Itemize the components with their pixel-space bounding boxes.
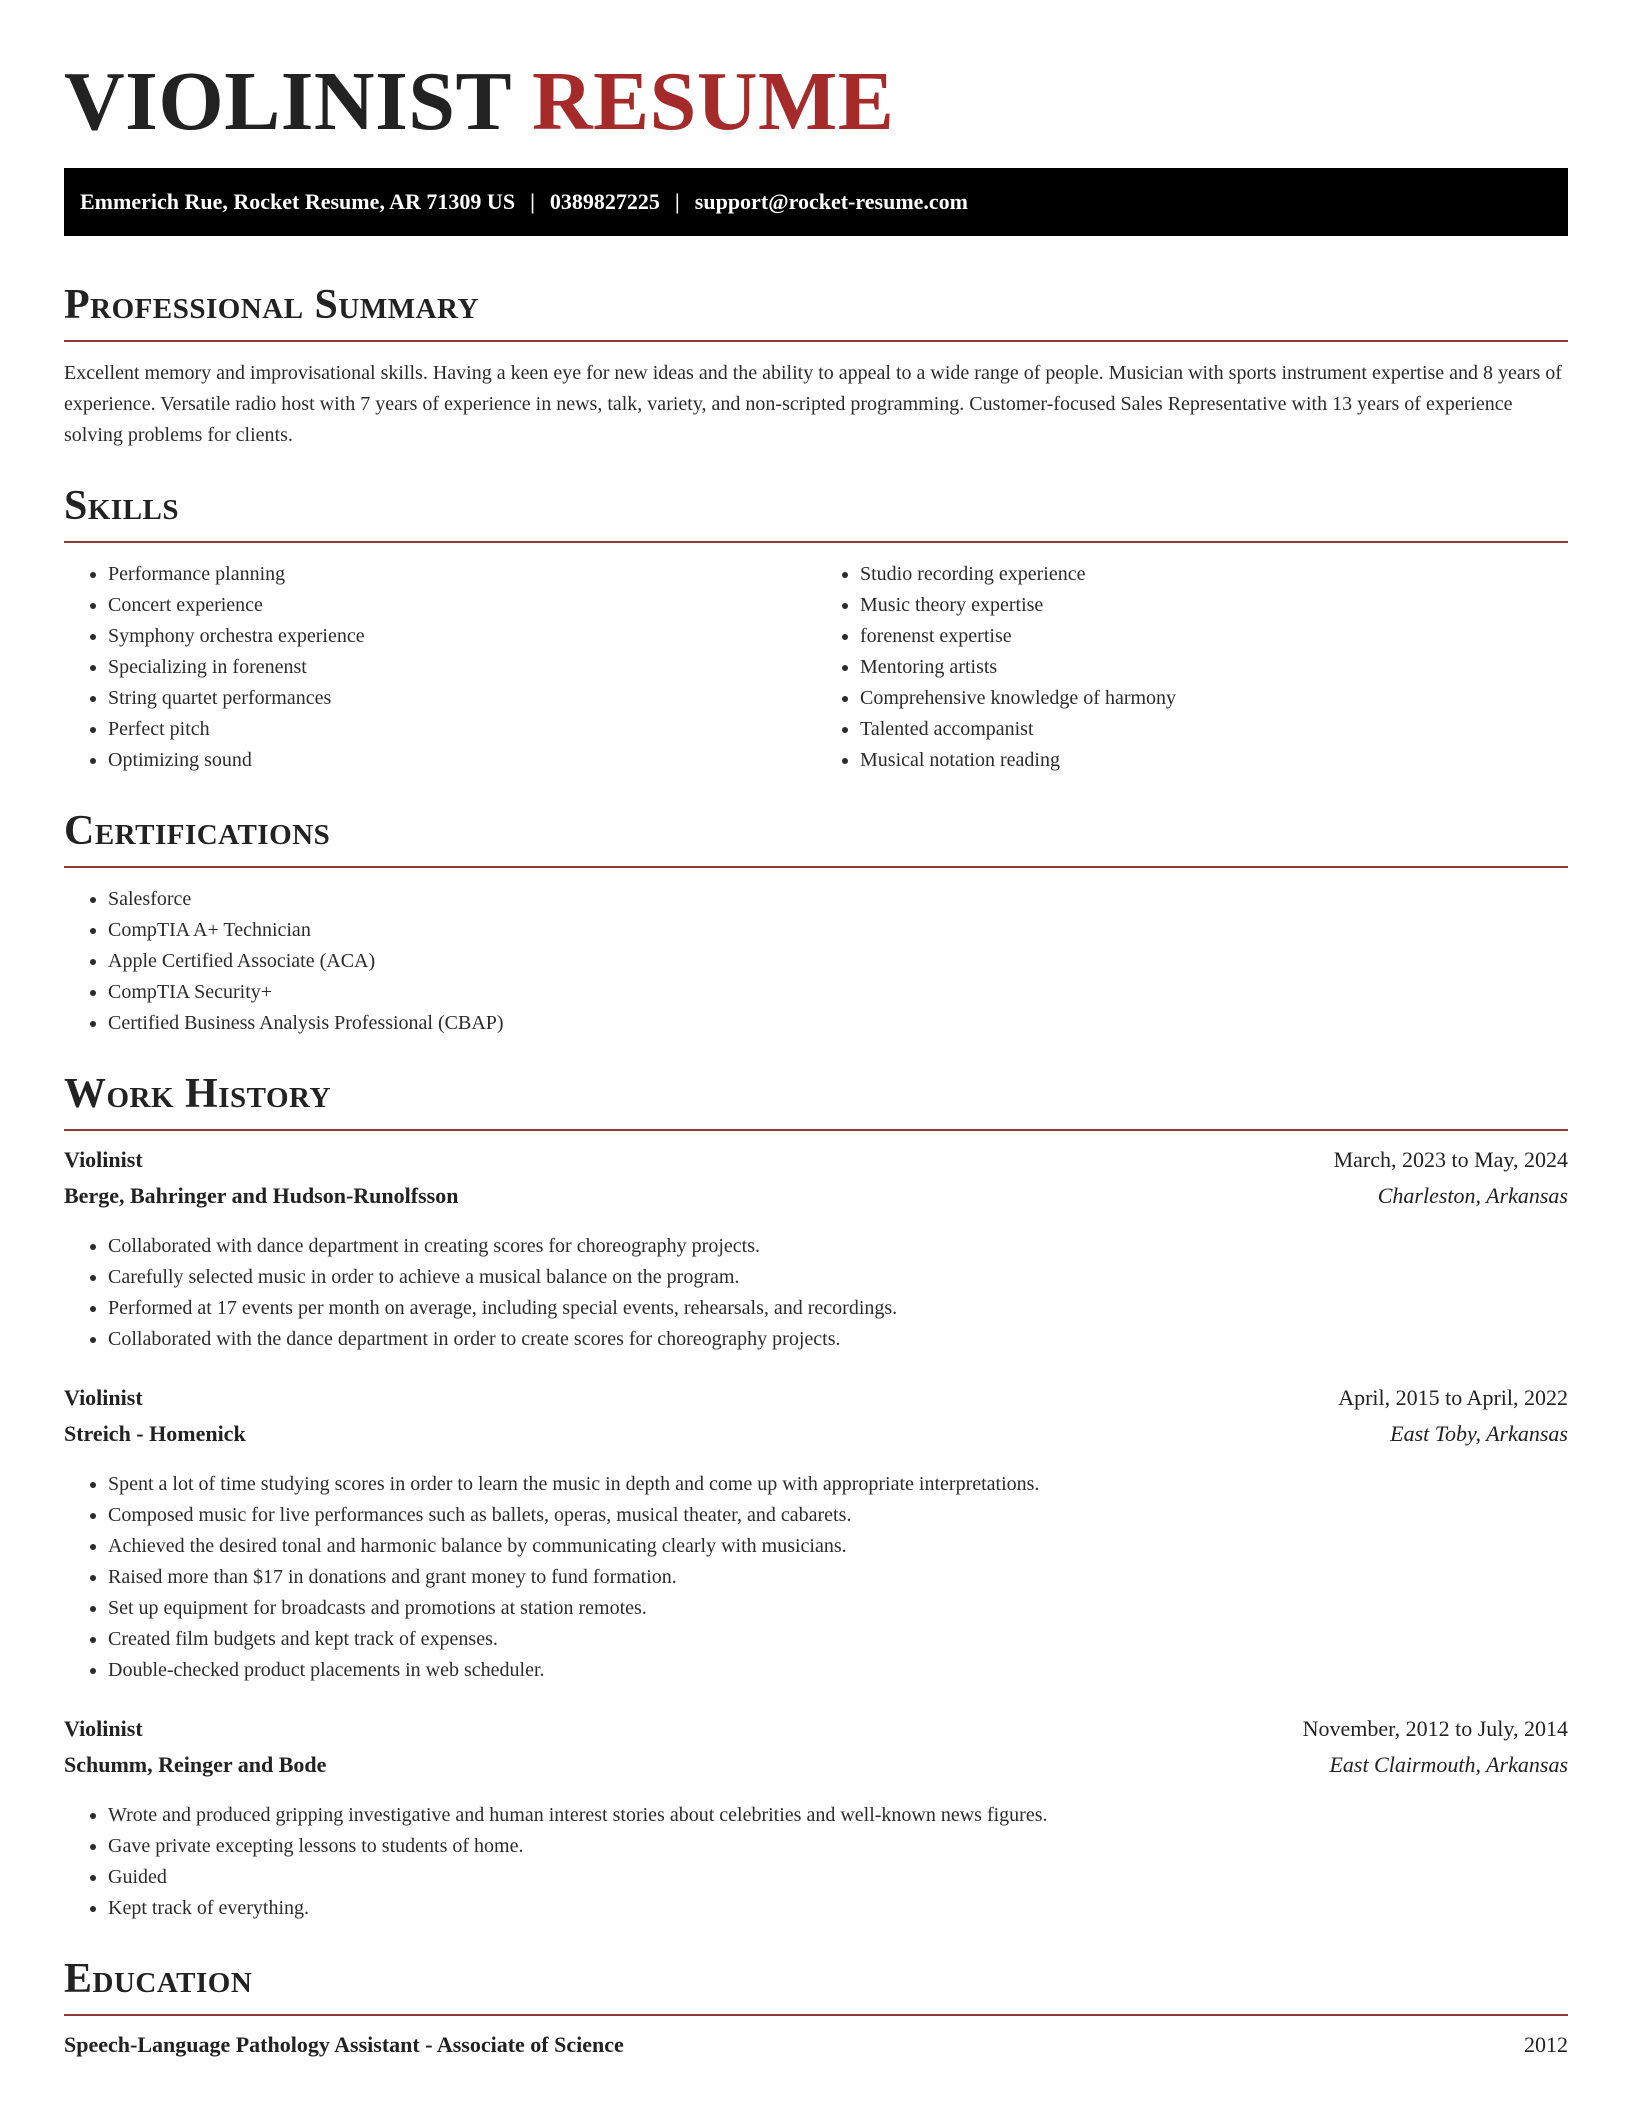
job-bullets [64, 1800, 1568, 1924]
section-heading-certifications: Certifications [64, 808, 331, 854]
list-item: • Apple Certified Associate (ACA) [108, 946, 1568, 977]
list-item: • Collaborated with the dance department in order to create scores for choreography projects. [108, 1324, 1568, 1355]
list-item: • Specializing in forenenst [108, 652, 816, 683]
list-item: • Optimizing sound [108, 745, 816, 776]
job-company: Streich - Homenick [64, 1421, 246, 1446]
certifications-section [64, 806, 1568, 1039]
list-item: • Gave private excepting lessons to students of home. [108, 1831, 1568, 1862]
job-dates: April, 2015 to April, 2022 [1338, 1385, 1568, 1410]
job-bullets [64, 1469, 1568, 1686]
list-item: • Symphony orchestra experience [108, 621, 816, 652]
list-item: • Musical notation reading [860, 745, 1568, 776]
education-degree: Speech-Language Pathology Assistant - Associate of Science [64, 2032, 624, 2057]
list-item: • CompTIA Security+ [108, 977, 1568, 1008]
job-title: Violinist [64, 1147, 143, 1172]
list-item: • Performed at 17 events per month on average, including special events, rehearsals, and recordings. [108, 1293, 1568, 1324]
skills-section [64, 481, 1568, 776]
job-location: East Clairmouth, Arkansas [1329, 1752, 1568, 1777]
list-item: • Kept track of everything. [108, 1893, 1568, 1924]
list-item: • Spent a lot of time studying scores in order to learn the music in depth and come up with appropriate interpretations. [108, 1469, 1568, 1500]
contact-separator: | [530, 189, 535, 214]
list-item: • CompTIA A+ Technician [108, 915, 1568, 946]
contact-address: Emmerich Rue, Rocket Resume, AR 71309 US [80, 189, 516, 214]
job-bullets [64, 1231, 1568, 1355]
list-item: • Wrote and produced gripping investigative and human interest stories about celebrities and well-known news figures. [108, 1800, 1568, 1831]
resume-title [64, 56, 1568, 148]
job-entry [64, 1385, 1568, 1686]
job-subheader-row [64, 1421, 1568, 1457]
list-item: • Certified Business Analysis Professional (CBAP) [108, 1008, 1568, 1039]
list-item: • Set up equipment for broadcasts and promotions at station remotes. [108, 1593, 1568, 1624]
job-dates: November, 2012 to July, 2014 [1302, 1716, 1568, 1741]
list-item: • Studio recording experience [860, 559, 1568, 590]
list-item: • Mentoring artists [860, 652, 1568, 683]
list-item: • Achieved the desired tonal and harmonic balance by communicating clearly with musicians. [108, 1531, 1568, 1562]
job-company: Berge, Bahringer and Hudson-Runolfsson [64, 1183, 459, 1208]
education-year: 2012 [1524, 2032, 1568, 2057]
job-entry [64, 1147, 1568, 1355]
list-item: • Performance planning [108, 559, 816, 590]
list-item: • Raised more than $17 in donations and grant money to fund formation. [108, 1562, 1568, 1593]
work-history-section [64, 1069, 1568, 1924]
section-divider [64, 1129, 1568, 1131]
list-item: • Music theory expertise [860, 590, 1568, 621]
list-item: • Concert experience [108, 590, 816, 621]
section-divider [64, 866, 1568, 868]
skills-column-right [816, 559, 1568, 776]
summary-section [64, 280, 1568, 451]
list-item: • Salesforce [108, 884, 1568, 915]
section-heading-summary: Professional Summary [64, 282, 479, 328]
list-item: • Carefully selected music in order to achieve a musical balance on the program. [108, 1262, 1568, 1293]
contact-email: support@rocket-resume.com [694, 189, 968, 214]
list-item: • Collaborated with dance department in creating scores for choreography projects. [108, 1231, 1568, 1262]
job-location: Charleston, Arkansas [1377, 1183, 1568, 1208]
list-item: • Created film budgets and kept track of expenses. [108, 1624, 1568, 1655]
job-header-row [64, 1147, 1568, 1183]
section-divider [64, 2014, 1568, 2016]
job-entry [64, 1716, 1568, 1924]
job-location: East Toby, Arkansas [1390, 1421, 1568, 1446]
section-divider [64, 541, 1568, 543]
list-item: • Composed music for live performances such as ballets, operas, musical theater, and cabarets. [108, 1500, 1568, 1531]
section-divider [64, 340, 1568, 342]
skills-list-left [64, 559, 816, 776]
summary-text: Excellent memory and improvisational skills. Having a keen eye for new ideas and the ability to appeal to a wide range of people. Musician with sports instrument expertise and 8 years of experience. Versatile radio host with 7 years of experience in news, talk, variety, and non-scripted programming. Customer-focused Sales Representative with 13 years of experience solving problems for clients. [64, 362, 1562, 446]
job-title: Violinist [64, 1716, 143, 1741]
skills-list-right [816, 559, 1568, 776]
list-item: • forenenst expertise [860, 621, 1568, 652]
skills-column-left [64, 559, 816, 776]
list-item: • Double-checked product placements in web scheduler. [108, 1655, 1568, 1686]
job-subheader-row [64, 1183, 1568, 1219]
job-company: Schumm, Reinger and Bode [64, 1752, 327, 1777]
list-item: • Guided [108, 1862, 1568, 1893]
contact-separator: | [674, 189, 680, 214]
title-part1: VIOLINIST [64, 55, 511, 148]
list-item: • String quartet performances [108, 683, 816, 714]
job-dates: March, 2023 to May, 2024 [1333, 1147, 1568, 1172]
job-title: Violinist [64, 1385, 143, 1410]
job-header-row [64, 1385, 1568, 1421]
education-header-row [64, 2032, 1568, 2068]
title-part2: RESUME [531, 55, 895, 148]
skills-columns [64, 559, 1568, 776]
list-item: • Comprehensive knowledge of harmony [860, 683, 1568, 714]
section-heading-skills: Skills [64, 483, 180, 529]
education-section [64, 1954, 1568, 2068]
contact-phone: 0389827225 [549, 189, 660, 214]
job-subheader-row [64, 1752, 1568, 1788]
section-heading-education: Education [64, 1956, 253, 2002]
contact-bar [64, 168, 1568, 236]
job-header-row [64, 1716, 1568, 1752]
section-heading-work-history: Work History [64, 1071, 331, 1117]
list-item: • Talented accompanist [860, 714, 1568, 745]
certifications-list [64, 884, 1568, 1039]
list-item: • Perfect pitch [108, 714, 816, 745]
